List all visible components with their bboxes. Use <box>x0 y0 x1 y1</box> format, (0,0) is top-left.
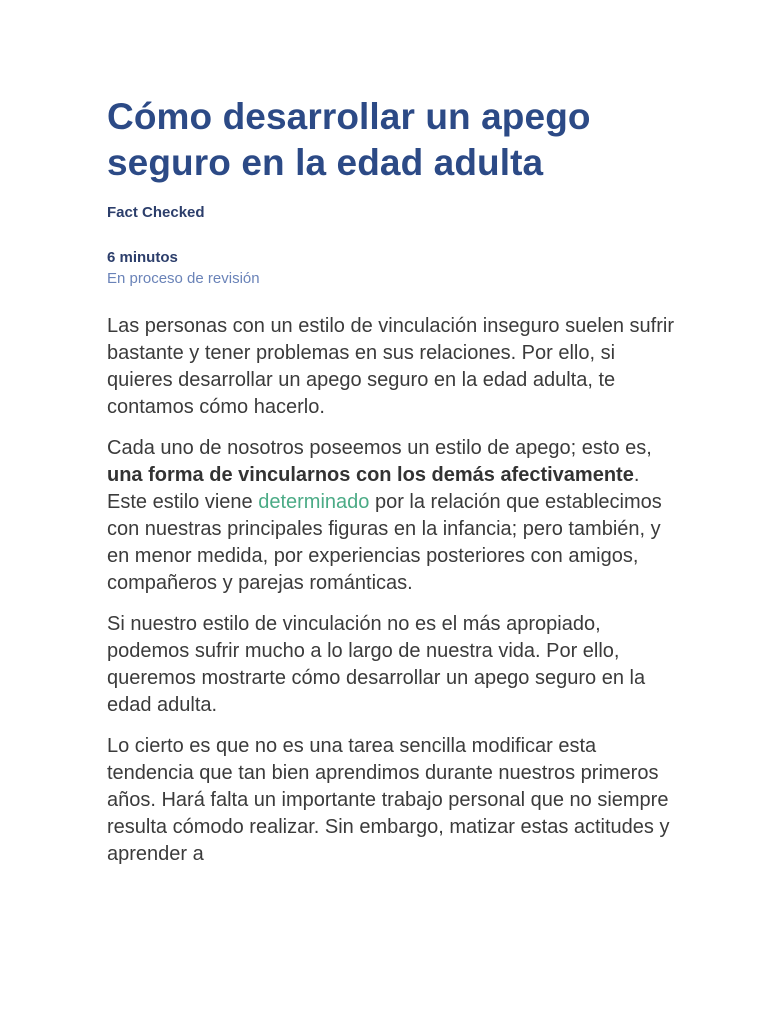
determinado-link[interactable]: determinado <box>258 491 370 513</box>
paragraph-text-segment: por la relación que establecimos con nuestras principales figuras en la infancia; pero también, y en menor medida, por experiencias posteriores con amigos, compañeros y parejas románticas. <box>107 491 662 594</box>
paragraph-intro: Las personas con un estilo de vinculación inseguro suelen sufrir bastante y tener problemas en sus relaciones. Por ello, si quieres desarrollar un apego seguro en la edad adulta, te contamos cómo hacerlo. <box>107 315 675 418</box>
review-status-link[interactable]: En proceso de revisión <box>107 270 260 287</box>
paragraph-consequences: Si nuestro estilo de vinculación no es el más apropiado, podemos sufrir mucho a lo largo de nuestra vida. Por ello, queremos mostrarte cómo desarrollar un apego seguro en la edad adulta. <box>107 613 646 716</box>
article-title: Cómo desarrollar un apego seguro en la edad adulta <box>107 96 591 183</box>
article <box>107 94 677 882</box>
paragraph-text-segment: . Este estilo viene <box>107 464 640 513</box>
paragraph-text-segment: Cada uno de nosotros poseemos un estilo de apego; esto es, <box>107 437 652 459</box>
paragraph-difficulty: Lo cierto es que no es una tarea sencilla modificar esta tendencia que tan bien aprendimos durante nuestros primeros años. Hará falta un importante trabajo personal que no siempre resulta cómodo realizar. Sin embargo, matizar estas actitudes y aprender a <box>107 735 670 865</box>
reading-time: 6 minutos <box>107 249 178 266</box>
article-body <box>107 313 677 868</box>
fact-checked-label: Fact Checked <box>107 204 205 221</box>
bold-emphasis: una forma de vincularnos con los demás afectivamente <box>107 464 634 486</box>
paragraph-attachment-style <box>107 435 677 597</box>
